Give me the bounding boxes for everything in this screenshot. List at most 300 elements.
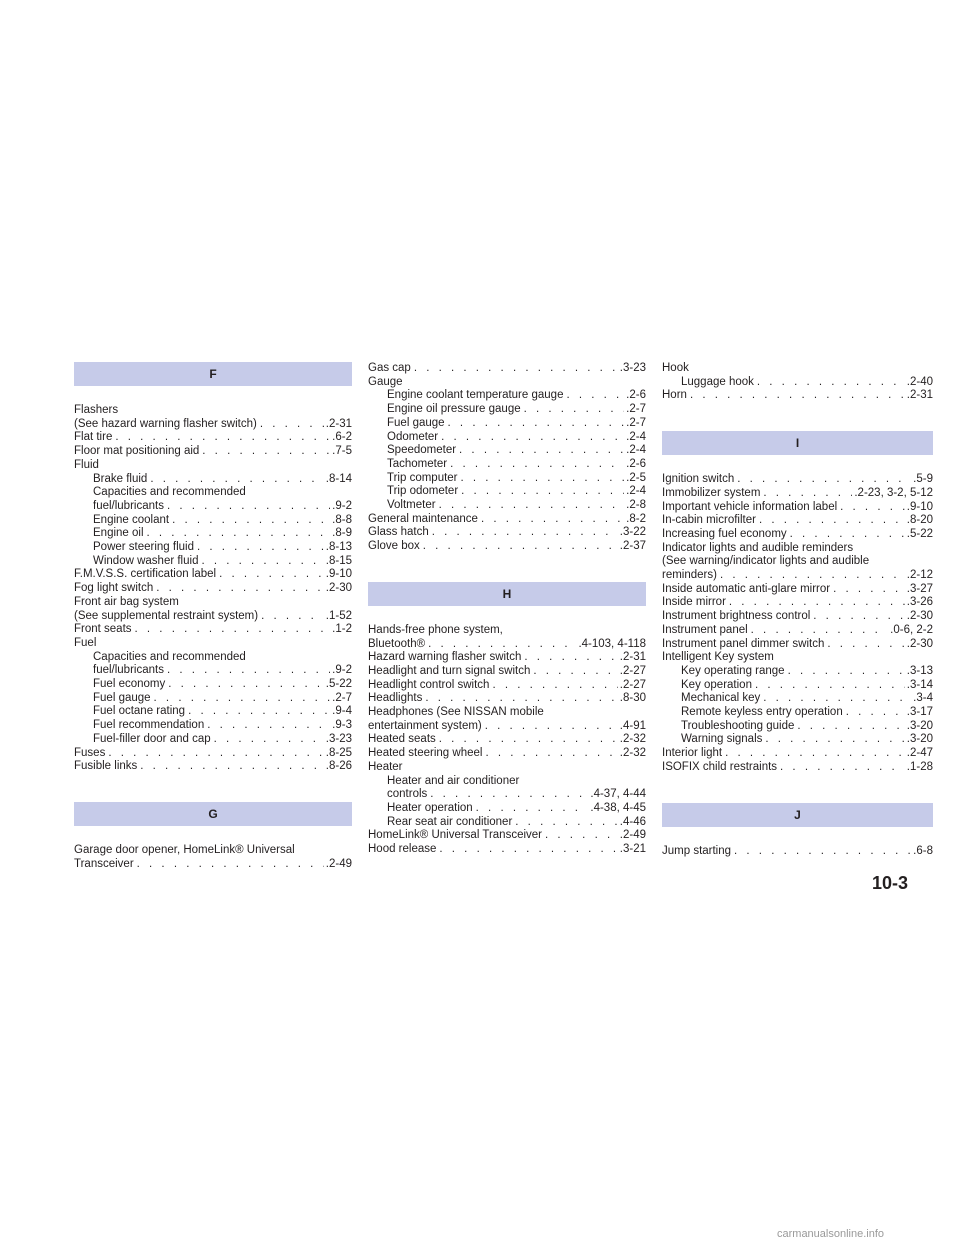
- index-entry: [368, 638, 646, 652]
- index-subentry: [74, 555, 352, 569]
- dot-leader: [112, 431, 330, 445]
- index-entry: [368, 362, 646, 376]
- dot-leader: [436, 733, 618, 747]
- index-entry: [662, 638, 933, 652]
- section-header: I: [662, 431, 933, 455]
- page-reference: .8-26: [325, 760, 352, 773]
- index-entry: [368, 747, 646, 761]
- entry-term: Increasing fuel economy: [662, 527, 787, 540]
- entry-term: Window washer fluid: [93, 554, 199, 567]
- index-entry: [74, 623, 352, 637]
- index-entry: [368, 513, 646, 527]
- page-reference: .3-21: [619, 843, 646, 856]
- index-entry-text: Front air bag system: [74, 595, 179, 608]
- page-reference: .2-49: [325, 857, 352, 870]
- index-subentry: [368, 499, 646, 513]
- page-reference: .6-2: [332, 431, 352, 444]
- page-reference: .4-91: [619, 719, 646, 732]
- page-reference: .2-4: [626, 444, 646, 457]
- index-entry: [74, 445, 352, 459]
- index-entry: [662, 473, 933, 487]
- index-entry-text: Fuel: [74, 636, 97, 649]
- entry-term: Engine oil: [93, 527, 144, 540]
- page-reference: .2-23, 3-2, 5-12: [854, 486, 933, 499]
- index-entry-text: Indicator lights and audible reminders: [662, 541, 854, 554]
- page-reference: .5-22: [325, 678, 352, 691]
- entry-term: Engine oil pressure gauge: [387, 403, 521, 416]
- dot-leader: [105, 747, 323, 761]
- index-entry: [662, 845, 933, 859]
- section-header: H: [368, 582, 646, 606]
- entry-term: Headlight and turn signal switch: [368, 664, 531, 677]
- index-entry-text: Hook: [662, 362, 689, 374]
- entry-term: Immobilizer system: [662, 486, 761, 499]
- index-entry: [662, 761, 933, 775]
- entry-term: ISOFIX child restraints: [662, 760, 778, 773]
- index-subentry: [74, 541, 352, 555]
- dot-leader: [521, 403, 625, 417]
- entry-term: Bluetooth®: [368, 637, 426, 650]
- page-reference: .4-38, 4-45: [590, 801, 646, 814]
- index-subentry: [662, 733, 933, 747]
- dot-leader: [420, 540, 618, 554]
- entry-term: Instrument panel: [662, 623, 748, 636]
- page-reference: .2-5: [626, 471, 646, 484]
- dot-leader: [458, 485, 624, 499]
- index-entry: [662, 514, 933, 528]
- page-reference: .3-23: [325, 732, 352, 745]
- section-spacer: [662, 403, 933, 431]
- dot-leader: [204, 719, 330, 733]
- index-subentry: [662, 692, 933, 706]
- page-reference: .8-9: [332, 527, 352, 540]
- entry-term: Troubleshooting guide: [681, 719, 795, 732]
- index-entry: [368, 526, 646, 540]
- page-reference: .2-30: [325, 582, 352, 595]
- dot-leader: [762, 733, 904, 747]
- entry-term: Mechanical key: [681, 692, 761, 705]
- dot-leader: [734, 473, 911, 487]
- dot-leader: [169, 514, 330, 528]
- dot-leader: [482, 720, 618, 734]
- page-number: 10-3: [872, 873, 909, 893]
- entry-term: Instrument brightness control: [662, 610, 811, 623]
- page-reference: .2-49: [619, 829, 646, 842]
- entry-term: Odometer: [387, 430, 439, 443]
- index-entry: [74, 568, 352, 582]
- index-entry-text: Heater: [368, 760, 403, 773]
- entry-term: (See supplemental restraint system): [74, 609, 259, 622]
- dot-leader: [422, 692, 617, 706]
- page-reference: .2-27: [619, 678, 646, 691]
- entry-term: Voltmeter: [387, 499, 436, 512]
- index-entry: [662, 389, 933, 403]
- page-reference: .3-23: [619, 362, 646, 374]
- entry-term: Fuel octane rating: [93, 705, 186, 718]
- entry-term: Key operation: [681, 678, 752, 691]
- entry-term: Brake fluid: [93, 472, 148, 485]
- page-reference: .8-15: [325, 554, 352, 567]
- page-reference: .2-32: [619, 733, 646, 746]
- page-reference: .3-17: [906, 706, 933, 719]
- page-reference: .9-10: [325, 568, 352, 581]
- index-subentry-text: Capacities and recommended: [93, 486, 246, 499]
- index-entry: [662, 624, 933, 638]
- page-reference: .8-13: [325, 541, 352, 554]
- dot-leader: [722, 747, 905, 761]
- entry-term: Fuses: [74, 746, 106, 759]
- page-reference: .3-4: [913, 692, 933, 705]
- index-subentry: [368, 788, 646, 802]
- dot-leader: [687, 389, 905, 403]
- page-reference: .3-26: [906, 596, 933, 609]
- entry-term: fuel/lubricants: [93, 499, 164, 512]
- dot-leader: [760, 487, 852, 501]
- entry-term: controls: [387, 788, 428, 801]
- dot-leader: [777, 761, 905, 775]
- dot-leader: [785, 665, 905, 679]
- index-subentry: [74, 527, 352, 541]
- dot-leader: [512, 816, 617, 830]
- dot-leader: [731, 845, 911, 859]
- entry-term: Key operating range: [681, 664, 785, 677]
- page-reference: .8-14: [325, 472, 352, 485]
- entry-term: Tachometer: [387, 457, 448, 470]
- entry-term: F.M.V.S.S. certification label: [74, 568, 217, 581]
- index-entry: [662, 747, 933, 761]
- index-entry: [368, 829, 646, 843]
- dot-leader: [134, 858, 324, 872]
- entry-term: Instrument panel dimmer switch: [662, 637, 825, 650]
- dot-leader: [151, 692, 331, 706]
- entry-term: Fog light switch: [74, 582, 154, 595]
- entry-term: Heated steering wheel: [368, 747, 483, 760]
- section-spacer: [368, 554, 646, 582]
- index-entry-text: Gauge: [368, 375, 403, 388]
- index-entry: [368, 733, 646, 747]
- entry-term: Speedometer: [387, 444, 457, 457]
- page-reference: .9-4: [332, 705, 352, 718]
- page-reference: .2-7: [332, 691, 352, 704]
- entry-term: entertainment system): [368, 719, 482, 732]
- entry-term: Transceiver: [74, 857, 134, 870]
- section-header: F: [74, 362, 352, 386]
- dot-leader: [458, 472, 625, 486]
- page-reference: .8-30: [619, 692, 646, 705]
- entry-term: Fuel recommendation: [93, 719, 205, 732]
- index-entry: [662, 528, 933, 542]
- watermark-text: carmanualsonline.info: [777, 1228, 885, 1240]
- index-subentry: [74, 664, 352, 678]
- dot-leader: [843, 706, 905, 720]
- dot-leader: [165, 678, 324, 692]
- entry-term: Trip computer: [387, 471, 458, 484]
- entry-term: Trip odometer: [387, 485, 459, 498]
- entry-term: Fuel economy: [93, 678, 166, 691]
- page-reference: .2-30: [906, 610, 933, 623]
- entry-term: Glove box: [368, 540, 420, 553]
- entry-term: Fuel gauge: [93, 691, 151, 704]
- page-reference: .1-28: [906, 760, 933, 773]
- dot-leader: [429, 526, 618, 540]
- index-subentry-text: Capacities and recommended: [93, 650, 246, 663]
- dot-leader: [436, 843, 617, 857]
- dot-leader: [164, 500, 330, 514]
- dot-leader: [147, 473, 323, 487]
- page-reference: .8-8: [332, 513, 352, 526]
- dot-leader: [756, 514, 905, 528]
- index-subentry: [368, 485, 646, 499]
- entry-term: Headlights: [368, 692, 423, 705]
- page-reference: .3-27: [906, 582, 933, 595]
- page-reference: .9-3: [332, 719, 352, 732]
- entry-term: Horn: [662, 389, 687, 402]
- entry-term: In-cabin microfilter: [662, 514, 756, 527]
- page-reference: .9-2: [332, 664, 352, 677]
- index-entry-text: Intelligent Key system: [662, 651, 774, 664]
- index-subentry: [662, 706, 933, 720]
- index-column-2: [368, 362, 646, 857]
- dot-leader: [563, 389, 624, 403]
- entry-term: Luggage hook: [681, 375, 754, 388]
- dot-leader: [445, 417, 625, 431]
- dot-leader: [137, 760, 324, 774]
- dot-leader: [824, 638, 904, 652]
- entry-term: Front seats: [74, 623, 132, 636]
- index-subentry: [74, 705, 352, 719]
- dot-leader: [144, 527, 331, 541]
- entry-term: HomeLink® Universal Transceiver: [368, 829, 543, 842]
- dot-leader: [411, 362, 618, 376]
- dot-leader: [726, 596, 905, 610]
- page-reference: .7-5: [332, 445, 352, 458]
- index-subentry: [74, 692, 352, 706]
- entry-term: Hood release: [368, 843, 437, 856]
- index-subentry: [662, 720, 933, 734]
- dot-leader: [164, 664, 330, 678]
- page-reference: .2-37: [619, 540, 646, 553]
- index-column-1: [74, 362, 352, 871]
- entry-term: Glass hatch: [368, 526, 429, 539]
- dot-leader: [760, 692, 911, 706]
- page-reference: .3-13: [906, 664, 933, 677]
- page-reference: .9-2: [332, 499, 352, 512]
- dot-leader: [530, 665, 617, 679]
- entry-term: Rear seat air conditioner: [387, 815, 513, 828]
- page-reference: .2-4: [626, 485, 646, 498]
- dot-leader: [473, 802, 589, 816]
- page-reference: .2-7: [626, 416, 646, 429]
- index-subentry: [662, 665, 933, 679]
- page-reference: .5-9: [913, 473, 933, 486]
- index-subentry: [662, 376, 933, 390]
- entry-term: Engine coolant: [93, 513, 170, 526]
- entry-term: Inside mirror: [662, 596, 726, 609]
- page-reference: .1-2: [332, 623, 352, 636]
- section-header: G: [74, 802, 352, 826]
- page-reference: .2-31: [325, 417, 352, 430]
- entry-term: Floor mat positioning aid: [74, 445, 200, 458]
- index-subentry: [74, 500, 352, 514]
- dot-leader: [425, 638, 576, 652]
- index-subentry: [74, 514, 352, 528]
- dot-leader: [754, 376, 905, 390]
- entry-term: Fuel-filler door and cap: [93, 732, 211, 745]
- page-reference: .8-2: [626, 512, 646, 525]
- dot-leader: [456, 444, 624, 458]
- index-entry-text: Headphones (See NISSAN mobile: [368, 706, 544, 719]
- section-spacer: [74, 774, 352, 802]
- entry-term: reminders): [662, 569, 717, 582]
- page-reference: .2-30: [906, 637, 933, 650]
- page-reference: .2-7: [626, 403, 646, 416]
- index-entry: [74, 610, 352, 624]
- index-entry-text: Garage door opener, HomeLink® Universal: [74, 843, 295, 856]
- index-subentry: [74, 733, 352, 747]
- index-subentry: [74, 473, 352, 487]
- page-reference: .2-27: [619, 664, 646, 677]
- dot-leader: [257, 418, 324, 432]
- dot-leader: [132, 623, 331, 637]
- page-reference: .2-47: [906, 747, 933, 760]
- index-entry-text: Hands-free phone system,: [368, 623, 503, 636]
- index-entry: [368, 692, 646, 706]
- dot-leader: [216, 568, 324, 582]
- index-subentry: [368, 431, 646, 445]
- page-reference: .3-20: [906, 733, 933, 746]
- page-reference: .3-22: [619, 526, 646, 539]
- page-reference: .1-52: [325, 609, 352, 622]
- page-reference: .2-6: [626, 389, 646, 402]
- dot-leader: [478, 513, 624, 527]
- entry-term: Heater operation: [387, 801, 473, 814]
- index-entry: [368, 540, 646, 554]
- page-reference: .2-32: [619, 747, 646, 760]
- index-entry: [662, 596, 933, 610]
- index-subentry: [662, 679, 933, 693]
- index-subentry: [74, 719, 352, 733]
- entry-term: Gas cap: [368, 362, 411, 374]
- dot-leader: [830, 583, 905, 597]
- page-reference: .4-46: [619, 815, 646, 828]
- index-entry-text: Flashers: [74, 404, 119, 416]
- dot-leader: [199, 445, 330, 459]
- page-reference: .2-40: [906, 375, 933, 388]
- dot-leader: [787, 528, 905, 542]
- dot-leader: [837, 501, 905, 515]
- dot-leader: [185, 705, 330, 719]
- page-reference: .8-20: [906, 514, 933, 527]
- index-entry: [368, 679, 646, 693]
- index-entry-text: Fluid: [74, 458, 99, 471]
- index-entry: [368, 665, 646, 679]
- index-entry: [368, 651, 646, 665]
- index-column-3: [662, 362, 933, 858]
- page-reference: .3-14: [906, 678, 933, 691]
- page-reference: .8-25: [325, 746, 352, 759]
- index-subentry: [368, 458, 646, 472]
- dot-leader: [482, 747, 617, 761]
- index-entry: [662, 487, 933, 501]
- dot-leader: [427, 788, 588, 802]
- entry-term: Fuel gauge: [387, 416, 445, 429]
- dot-leader: [194, 541, 324, 555]
- entry-term: Remote keyless entry operation: [681, 706, 843, 719]
- entry-term: Warning signals: [681, 733, 763, 746]
- index-subentry: [368, 816, 646, 830]
- dot-leader: [489, 679, 617, 693]
- dot-leader: [438, 431, 624, 445]
- index-subentry: [368, 444, 646, 458]
- index-entry: [662, 610, 933, 624]
- index-subentry: [368, 389, 646, 403]
- index-subentry-text: Heater and air conditioner: [387, 774, 520, 787]
- index-entry-text: (See warning/indicator lights and audible: [662, 555, 870, 568]
- index-entry: [74, 431, 352, 445]
- entry-term: General maintenance: [368, 512, 478, 525]
- dot-leader: [258, 610, 324, 624]
- index-subentry: [368, 403, 646, 417]
- entry-term: Ignition switch: [662, 473, 735, 486]
- dot-leader: [752, 679, 905, 693]
- index-entry: [74, 760, 352, 774]
- entry-term: Flat tire: [74, 431, 113, 444]
- page-reference: .0-6, 2-2: [890, 623, 933, 636]
- page-reference: .2-8: [626, 499, 646, 512]
- entry-term: Jump starting: [662, 844, 732, 857]
- index-entry: [662, 583, 933, 597]
- index-subentry: [368, 802, 646, 816]
- index-entry: [74, 418, 352, 432]
- page-reference: .2-31: [906, 389, 933, 402]
- index-entry: [74, 747, 352, 761]
- entry-term: Engine coolant temperature gauge: [387, 389, 564, 402]
- index-entry: [368, 843, 646, 857]
- dot-leader: [521, 651, 617, 665]
- entry-term: Hazard warning flasher switch: [368, 651, 522, 664]
- entry-term: Interior light: [662, 747, 723, 760]
- page-reference: .6-8: [913, 844, 933, 857]
- dot-leader: [211, 733, 324, 747]
- entry-term: Headlight control switch: [368, 678, 490, 691]
- dot-leader: [198, 555, 323, 569]
- index-entry: [662, 501, 933, 515]
- page-reference: .9-10: [906, 500, 933, 513]
- index-entry: [74, 582, 352, 596]
- page-reference: .2-4: [626, 430, 646, 443]
- section-spacer: [662, 775, 933, 803]
- entry-term: Important vehicle information label: [662, 500, 838, 513]
- page-reference: .2-31: [619, 651, 646, 664]
- dot-leader: [542, 829, 618, 843]
- entry-term: (See hazard warning flasher switch): [74, 417, 257, 430]
- entry-term: Fusible links: [74, 760, 138, 773]
- index-subentry: [368, 472, 646, 486]
- page-reference: .2-12: [906, 569, 933, 582]
- page-reference: .2-6: [626, 457, 646, 470]
- page-reference: .4-103, 4-118: [578, 637, 646, 650]
- entry-term: fuel/lubricants: [93, 664, 164, 677]
- index-subentry: [368, 417, 646, 431]
- page-reference: .5-22: [906, 527, 933, 540]
- dot-leader: [153, 582, 324, 596]
- page-reference: .3-20: [906, 719, 933, 732]
- dot-leader: [447, 458, 624, 472]
- dot-leader: [794, 720, 904, 734]
- index-entry: [74, 858, 352, 872]
- entry-term: Heated seats: [368, 733, 436, 746]
- entry-term: Power steering fluid: [93, 541, 194, 554]
